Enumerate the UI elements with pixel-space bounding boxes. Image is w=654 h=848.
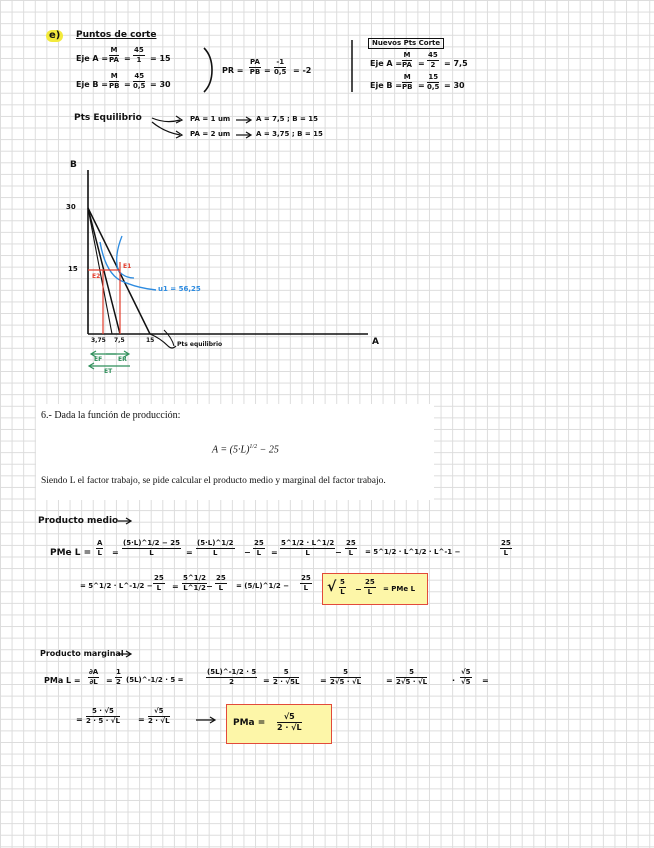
tick-x-low: 3,75	[91, 337, 106, 344]
axis-b-label: Eje B =	[76, 80, 109, 89]
tick-x15: 15	[146, 337, 155, 344]
pme-frac-6: $\frac{25}{L}$	[346, 539, 356, 557]
eq-sign: =	[138, 715, 145, 724]
axis-a-frac-1: $\frac{M}{PA}$	[109, 46, 119, 64]
tick-y15: 15	[68, 265, 78, 273]
graph-x-label: A	[372, 337, 379, 347]
eq-sign: =	[124, 80, 131, 89]
equilibrium-e2: E2	[92, 273, 101, 280]
pme-frac-2: $\frac{(5\cdot L)\^{}1/2 - 25}{L}$	[123, 539, 181, 557]
pme-l2-frac-2: $\frac{5\^{}1/2}{L\^{}1/2}$	[183, 574, 207, 592]
dot-sign: ·	[452, 676, 456, 685]
pma-l2-frac-1: $\frac{5 \cdot √5}{2 \cdot 5 \cdot √L}$	[86, 707, 120, 725]
eq-result-1: A = 7,5 ; B = 15	[256, 115, 319, 123]
pme-l2-frac-4: $\frac{25}{L}$	[301, 574, 311, 592]
pma-l2-frac-2: $\frac{√5}{2 \cdot √L}$	[148, 707, 170, 725]
new-axis-a-frac-2: $\frac{45}{2}$	[428, 51, 438, 69]
pme-frac-4: $\frac{25}{L}$	[254, 539, 264, 557]
new-axis-a-result: = 7,5	[444, 59, 468, 68]
eq-sign: =	[263, 676, 270, 685]
pr-frac-2: $\frac{-1}{0,5}$	[274, 58, 287, 76]
pme-line2-b: = (5/L)^1/2 −	[236, 582, 290, 590]
eq-sign: =	[186, 548, 193, 557]
eq-sign: =	[418, 59, 425, 68]
eq-sign: =	[264, 66, 271, 75]
pme-frac-1: $\frac{A}{L}$	[97, 539, 103, 557]
minus-sign: −	[355, 585, 362, 594]
pma-frac-1: $\frac{\partial A}{\partial L}$	[89, 668, 99, 686]
cut-points-title: Puntos de corte	[76, 30, 157, 40]
pme-line1-tail: = 5^1/2 · L^1/2 · L^-1 −	[365, 548, 461, 556]
tick-y30: 30	[66, 203, 76, 211]
new-axis-b-label: Eje B =	[370, 81, 403, 90]
box-tail: = PMe L	[383, 585, 416, 593]
effect-er: ER	[118, 356, 127, 363]
pma-frac-7: $\frac{√5}{√5}$	[461, 668, 471, 686]
effect-ef: EF	[94, 356, 103, 363]
box-frac-2: $\frac{25}{L}$	[365, 578, 375, 596]
eq-sign: =	[320, 676, 327, 685]
eq-price-2: PA = 2 um	[190, 130, 231, 138]
tick-x75: 7,5	[114, 337, 125, 344]
price-ratio-label: PR =	[222, 66, 244, 75]
axis-b-frac-2: $\frac{45}{0,5}$	[133, 72, 146, 90]
graph-y-label: B	[70, 160, 77, 170]
minus-sign: −	[244, 548, 251, 557]
eq-sign: =	[112, 548, 119, 557]
marginal-product-title: Producto marginal	[40, 649, 124, 658]
eq-sign: =	[124, 54, 131, 63]
problem-text: Siendo L el factor trabajo, se pide calcular el producto medio y marginal del factor trabajo.	[41, 476, 386, 486]
average-product-result-box	[322, 573, 428, 605]
sqrt-symbol: √	[327, 579, 337, 595]
axis-b-result: = 30	[150, 80, 171, 89]
utility-label: u1 = 56,25	[158, 285, 201, 293]
new-axis-b-result: = 30	[444, 81, 465, 90]
section-label: e)	[46, 30, 63, 42]
eq-sign: =	[482, 676, 489, 685]
pme-l2-frac-1: $\frac{25}{L}$	[154, 574, 164, 592]
pme-label: PMe L =	[50, 548, 92, 558]
minus-sign: −	[335, 548, 342, 557]
eq-sign: =	[418, 81, 425, 90]
pts-equilibrio-label: Pts equilibrio	[177, 341, 223, 348]
axis-a-label: Eje A =	[76, 54, 109, 63]
eq-result-2: A = 3,75 ; B = 15	[256, 130, 323, 138]
pma-frac-3: $\frac{(5L)\^{}-1/2 \cdot 5}{2}$	[207, 668, 257, 686]
problem-heading: 6.- Dada la función de producción:	[41, 410, 181, 421]
new-axis-a-frac-1: $\frac{M}{PA}$	[402, 51, 412, 69]
average-product-title: Producto medio	[38, 516, 119, 526]
pr-result: = -2	[293, 66, 312, 75]
pme-l2-frac-3: $\frac{25}{L}$	[216, 574, 226, 592]
pma-line1-a: (5L)^-1/2 · 5 =	[126, 676, 184, 684]
box-frac: $\frac{√5}{2 \cdot √L}$	[277, 712, 302, 732]
production-formula: $A = (5\cdot L)^{1/2} - 25$	[212, 444, 279, 456]
new-cut-title: Nuevos Pts Corte	[368, 38, 444, 49]
box-frac-1: $\frac{5}{L}$	[340, 578, 345, 596]
equilibrium-e1: E1	[123, 263, 132, 270]
minus-sign: −	[206, 582, 213, 591]
effect-et: ET	[104, 368, 113, 375]
new-axis-b-frac-1: $\frac{M}{PB}$	[402, 73, 413, 91]
eq-sign: =	[106, 676, 113, 685]
eq-sign: =	[172, 582, 179, 591]
axis-b-frac-1: $\frac{M}{PB}$	[109, 72, 120, 90]
axis-a-frac-2: $\frac{45}{1}$	[134, 46, 144, 64]
eq-sign: =	[76, 715, 83, 724]
pr-frac-1: $\frac{PA}{PB}$	[249, 58, 261, 76]
pma-frac-6: $\frac{5}{2√5 \cdot √L}$	[396, 668, 428, 686]
box-label: PMa =	[233, 718, 266, 728]
axis-a-result: = 15	[150, 54, 171, 63]
pma-label: PMa L =	[44, 676, 81, 685]
pme-line2-a: = 5^1/2 · L^-1/2 −	[80, 582, 153, 590]
new-axis-a-label: Eje A =	[370, 59, 403, 68]
eq-sign: =	[386, 676, 393, 685]
equilibrium-title: Pts Equilibrio	[74, 113, 142, 123]
pma-frac-2: $\frac{1}{2}$	[116, 668, 121, 686]
eq-price-1: PA = 1 um	[190, 115, 231, 123]
eq-sign: =	[271, 548, 278, 557]
pme-frac-5: $\frac{5\^{}1/2 \cdot L\^{}1/2}{L}$	[281, 539, 335, 557]
marginal-product-result-box	[226, 704, 332, 744]
pma-frac-5: $\frac{5}{2√5 \cdot √L}$	[330, 668, 362, 686]
pma-frac-4: $\frac{5}{2 \cdot √5L}$	[273, 668, 300, 686]
new-axis-b-frac-2: $\frac{15}{0,5}$	[427, 73, 440, 91]
pme-frac-7: $\frac{25}{L}$	[501, 539, 511, 557]
pme-frac-3: $\frac{(5\cdot L)\^{}1/2}{L}$	[197, 539, 234, 557]
